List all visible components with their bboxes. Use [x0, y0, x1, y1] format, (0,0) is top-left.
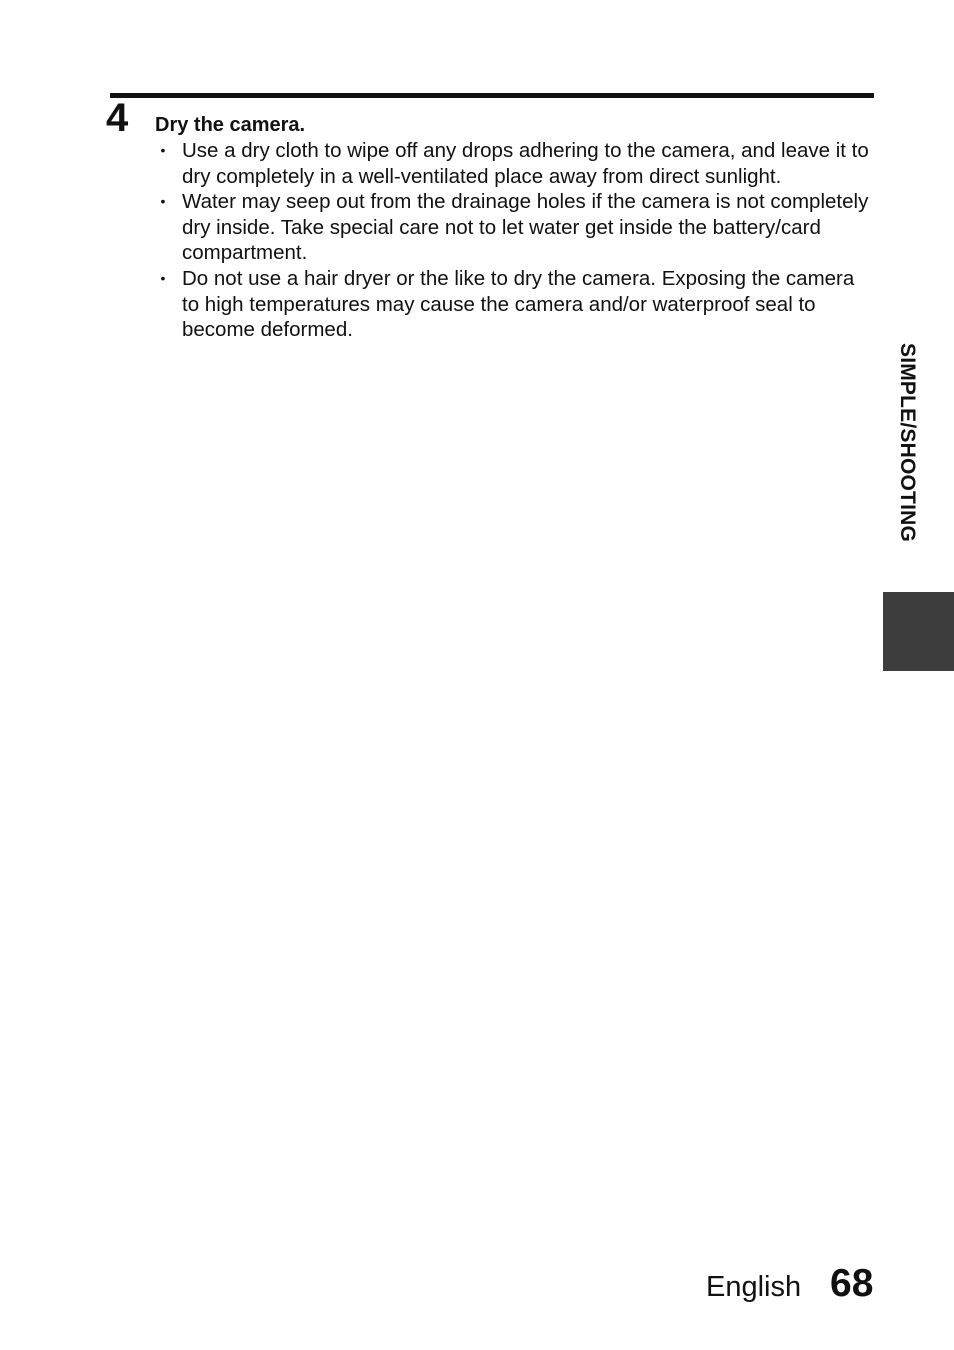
step-number: 4	[106, 96, 129, 140]
bullet-text: Water may seep out from the drainage holes if the camera is not completely dry inside. Take special care not to let water get inside the battery/card compartment.	[182, 190, 869, 265]
bullet-item	[157, 138, 877, 189]
bullet-marker: •	[160, 269, 166, 286]
bullet-item	[157, 189, 877, 266]
page-number: 68	[830, 1262, 874, 1305]
bullet-text: Do not use a hair dryer or the like to dry the camera. Exposing the camera to high temperatures may cause the camera and/or waterproof seal to become deformed.	[182, 266, 855, 342]
step-title: Dry the camera.	[155, 114, 306, 136]
bullet-marker: •	[160, 142, 166, 158]
section-rule	[110, 93, 874, 98]
bullet-item	[157, 266, 877, 343]
bullet-text: Use a dry cloth to wipe off any drops adhering to the camera, and leave it to dry completely in a well-ventilated place away from direct sunlight.	[182, 139, 869, 188]
side-tab-label: SIMPLE/SHOOTING	[896, 343, 919, 543]
footer-language: English	[706, 1271, 802, 1303]
bullet-marker: •	[160, 193, 166, 210]
bullet-list	[157, 138, 877, 343]
side-tab-block	[883, 592, 954, 671]
